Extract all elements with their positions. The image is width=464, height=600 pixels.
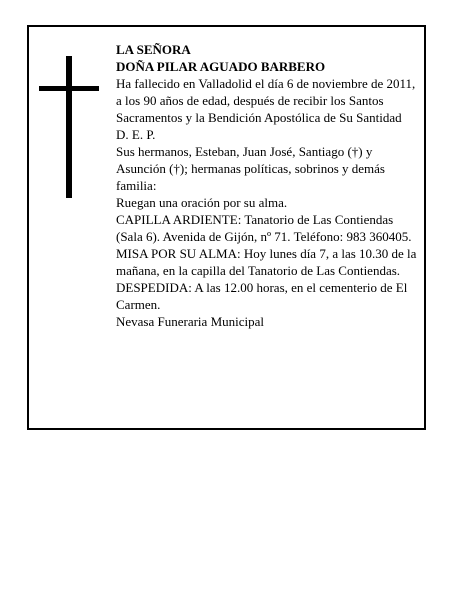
notice-title: LA SEÑORA	[116, 42, 191, 57]
mass-info: MISA POR SU ALMA: Hoy lunes día 7, a las 10.30 de la mañana, en la capilla del Tanatorio de Las Contiendas.	[116, 246, 417, 278]
funeral-home: Nevasa Funeraria Municipal	[116, 314, 265, 329]
family-line: Sus hermanos, Esteban, Juan José, Santiago (†) y Asunción (†); hermanas políticas, sobrinos y demás familia:	[116, 144, 385, 193]
obituary-notice	[27, 25, 426, 430]
rip-line: D. E. P.	[116, 127, 156, 142]
cross-horizontal-bar	[39, 86, 99, 91]
chapel-info: CAPILLA ARDIENTE: Tanatorio de Las Contiendas (Sala 6). Avenida de Gijón, nº 71. Teléfono: 983 360405.	[116, 212, 412, 244]
death-announcement: Ha fallecido en Valladolid el día 6 de noviembre de 2011, a los 90 años de edad, después de recibir los Santos Sacramentos y la Bendición Apostólica de Su Santidad	[116, 76, 416, 125]
deceased-name: DOÑA PILAR AGUADO BARBERO	[116, 59, 326, 74]
notice-text	[116, 41, 422, 330]
cross-icon	[39, 56, 99, 198]
cross-vertical-bar	[66, 56, 72, 198]
prayer-request: Ruegan una oración por su alma.	[116, 195, 288, 210]
farewell-info: DESPEDIDA: A las 12.00 horas, en el cementerio de El Carmen.	[116, 280, 408, 312]
